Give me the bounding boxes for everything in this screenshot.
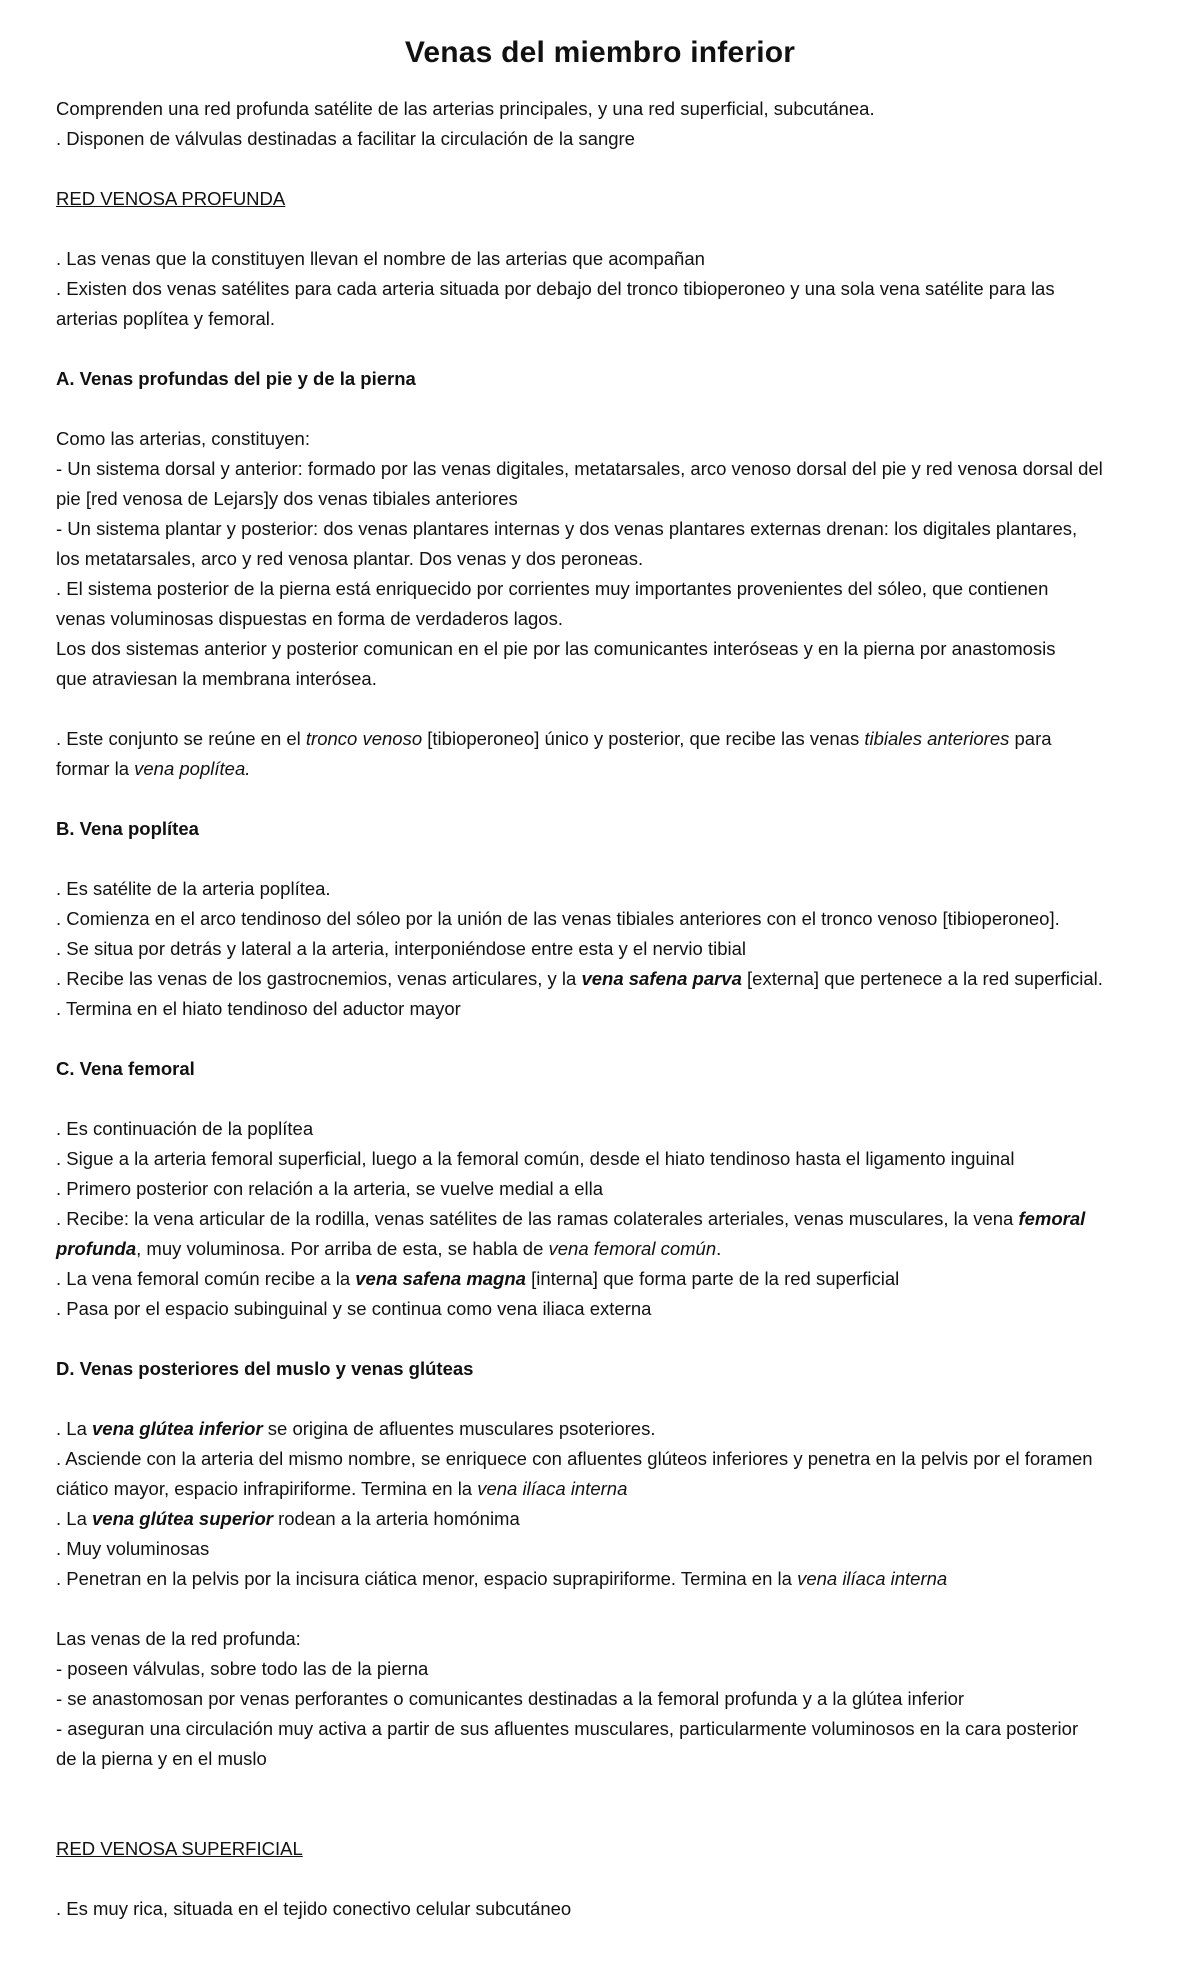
text-run: . La — [56, 1508, 92, 1529]
text-run: profunda — [56, 1238, 137, 1259]
text-line — [56, 1264, 1166, 1294]
text-run: ciático mayor, espacio infrapiriforme. Termina en la — [56, 1478, 478, 1499]
text-run: . Disponen de válvulas destinadas a facilitar la circulación de la sangre — [56, 128, 635, 149]
text-line — [56, 514, 1166, 544]
text-run: . Termina en el hiato tendinoso del aductor mayor — [56, 998, 461, 1019]
text-run: , muy voluminosa. Por arriba de esta, se habla de — [136, 1238, 549, 1259]
text-line — [56, 244, 1166, 274]
text-run: de la pierna y en el muslo — [56, 1748, 267, 1769]
text-line — [56, 1294, 1166, 1324]
text-line — [56, 544, 1166, 574]
text-line — [56, 634, 1166, 664]
text-run: Como las arterias, constituyen: — [56, 428, 310, 449]
text-run: . Sigue a la arteria femoral superficial, luego a la femoral común, desde el hiato tendinoso hasta el ligamento inguinal — [56, 1148, 1015, 1169]
text-run: vena femoral común — [548, 1238, 717, 1259]
text-line — [56, 124, 1166, 154]
text-run: rodean a la arteria homónima — [272, 1508, 520, 1529]
text-line — [56, 424, 1166, 454]
text-run: - Un sistema plantar y posterior: dos venas plantares internas y dos venas plantares externas drenan: los digitales plantares, — [56, 518, 1078, 539]
text-line — [56, 304, 1166, 334]
text-run: vena safena magna — [355, 1268, 526, 1289]
text-line — [56, 1474, 1166, 1504]
text-run: . Muy voluminosas — [56, 1538, 210, 1559]
text-line — [56, 1834, 1166, 1864]
text-line — [56, 1624, 1166, 1654]
text-line — [56, 754, 1166, 784]
text-line — [56, 1894, 1166, 1924]
text-line — [56, 1054, 1166, 1084]
text-run: - poseen válvulas, sobre todo las de la pierna — [56, 1658, 429, 1679]
text-line — [56, 484, 1166, 514]
text-run: RED VENOSA PROFUNDA — [56, 188, 286, 209]
text-run: arterias poplítea y femoral. — [56, 308, 276, 329]
text-run: venas voluminosas dispuestas en forma de verdaderos lagos. — [56, 608, 563, 629]
text-run: para — [1009, 728, 1052, 749]
text-line — [56, 454, 1166, 484]
text-line — [56, 1654, 1166, 1684]
text-run: C. Vena femoral — [56, 1058, 195, 1079]
text-line — [56, 574, 1166, 604]
text-run: . Las venas que la constituyen llevan el nombre de las arterias que acompañan — [56, 248, 705, 269]
text-line — [56, 1684, 1166, 1714]
text-run: . Recibe: la vena articular de la rodilla, venas satélites de las ramas colaterales arteriales, venas musculares, la vena — [56, 1208, 1019, 1229]
text-line — [56, 274, 1166, 304]
text-run: RED VENOSA SUPERFICIAL — [56, 1838, 303, 1859]
text-line — [56, 1204, 1166, 1234]
text-line — [56, 1564, 1166, 1594]
text-run: . Primero posterior con relación a la arteria, se vuelve medial a ella — [56, 1178, 604, 1199]
text-line — [56, 184, 1166, 214]
text-line — [56, 994, 1166, 1024]
text-run: . El sistema posterior de la pierna está enriquecido por corrientes muy importantes provenientes del sóleo, que contienen — [56, 578, 1049, 599]
text-run: [externa] que pertenece a la red superficial. — [741, 968, 1103, 989]
text-line — [56, 604, 1166, 634]
text-line — [56, 1144, 1166, 1174]
text-run: D. Venas posteriores del muslo y venas glúteas — [56, 1358, 474, 1379]
text-line — [56, 934, 1166, 964]
text-line — [56, 1174, 1166, 1204]
text-run: vena glútea superior — [92, 1508, 273, 1529]
text-line — [56, 964, 1166, 994]
text-run: vena glútea inferior — [92, 1418, 263, 1439]
text-run: . Es continuación de la poplítea — [56, 1118, 314, 1139]
text-run: . Pasa por el espacio subinguinal y se continua como vena iliaca externa — [56, 1298, 652, 1319]
text-run: [interna] que forma parte de la red superficial — [525, 1268, 900, 1289]
text-run: . Es muy rica, situada en el tejido conectivo celular subcutáneo — [56, 1898, 572, 1919]
page-title: Venas del miembro inferior — [404, 36, 796, 69]
text-run: se origina de afluentes musculares psoteriores. — [262, 1418, 656, 1439]
text-line — [56, 1444, 1166, 1474]
text-run: B. Vena poplítea — [56, 818, 199, 839]
text-run: . Se situa por detrás y lateral a la arteria, interponiéndose entre esta y el nervio tibial — [56, 938, 747, 959]
text-run: Los dos sistemas anterior y posterior comunican en el pie por las comunicantes interóseas y en la pierna por anastomosis — [56, 638, 1056, 659]
text-run: . — [716, 1238, 722, 1259]
text-run: . Penetran en la pelvis por la incisura ciática menor, espacio suprapiriforme. Termina en la — [56, 1568, 798, 1589]
text-run: . Asciende con la arteria del mismo nombre, se enriquece con afluentes glúteos inferiores y penetra en la pelvis por el foramen — [56, 1448, 1093, 1469]
text-run: [tibioperoneo] único y posterior, que recibe las venas — [422, 728, 865, 749]
text-run: vena poplítea. — [134, 758, 251, 779]
text-run: pie [red venosa de Lejars]y dos venas tibiales anteriores — [56, 488, 518, 509]
text-run: femoral — [1018, 1208, 1086, 1229]
text-run: que atraviesan la membrana interósea. — [56, 668, 377, 689]
text-run: . Es satélite de la arteria poplítea. — [56, 878, 331, 899]
text-line — [56, 814, 1166, 844]
text-run: los metatarsales, arco y red venosa plantar. Dos venas y dos peroneas. — [56, 548, 644, 569]
text-line — [56, 94, 1166, 124]
text-line — [56, 874, 1166, 904]
text-line — [56, 1234, 1166, 1264]
text-line — [56, 1354, 1166, 1384]
text-line — [56, 1744, 1166, 1774]
text-line — [56, 904, 1166, 934]
text-run: - se anastomosan por venas perforantes o comunicantes destinadas a la femoral profunda y a la glútea inferior — [56, 1688, 965, 1709]
text-line — [56, 664, 1166, 694]
text-run: formar la — [56, 758, 135, 779]
text-line — [56, 724, 1166, 754]
text-run: - Un sistema dorsal y anterior: formado por las venas digitales, metatarsales, arco venoso dorsal del pie y red venosa dorsal del — [56, 458, 1103, 479]
text-run: . La vena femoral común recibe a la — [56, 1268, 356, 1289]
text-run: A. Venas profundas del pie y de la pierna — [56, 368, 416, 389]
text-run: Comprenden una red profunda satélite de las arterias principales, y una red superficial, subcutánea. — [56, 98, 875, 119]
text-run: . Existen dos venas satélites para cada arteria situada por debajo del tronco tibioperoneo y una sola vena satélite para las — [56, 278, 1055, 299]
text-run: tibiales anteriores — [864, 728, 1010, 749]
text-run: - aseguran una circulación muy activa a partir de sus afluentes musculares, particularmente voluminosos en la cara posterior — [56, 1718, 1079, 1739]
text-line — [56, 1114, 1166, 1144]
text-run: . Recibe las venas de los gastrocnemios, venas articulares, y la — [56, 968, 582, 989]
text-run: vena safena parva — [581, 968, 742, 989]
text-line — [56, 1504, 1166, 1534]
text-run: Las venas de la red profunda: — [56, 1628, 301, 1649]
text-line — [56, 1414, 1166, 1444]
text-run: vena ilíaca interna — [797, 1568, 948, 1589]
text-run: . Este conjunto se reúne en el — [56, 728, 306, 749]
text-run: tronco venoso — [305, 728, 423, 749]
text-line — [56, 1714, 1166, 1744]
text-run: . La — [56, 1418, 92, 1439]
text-run: vena ilíaca interna — [477, 1478, 628, 1499]
text-line — [56, 364, 1166, 394]
text-line — [56, 1534, 1166, 1564]
text-run: . Comienza en el arco tendinoso del sóleo por la unión de las venas tibiales anteriores con el tronco venoso [tibioperoneo]. — [56, 908, 1060, 929]
